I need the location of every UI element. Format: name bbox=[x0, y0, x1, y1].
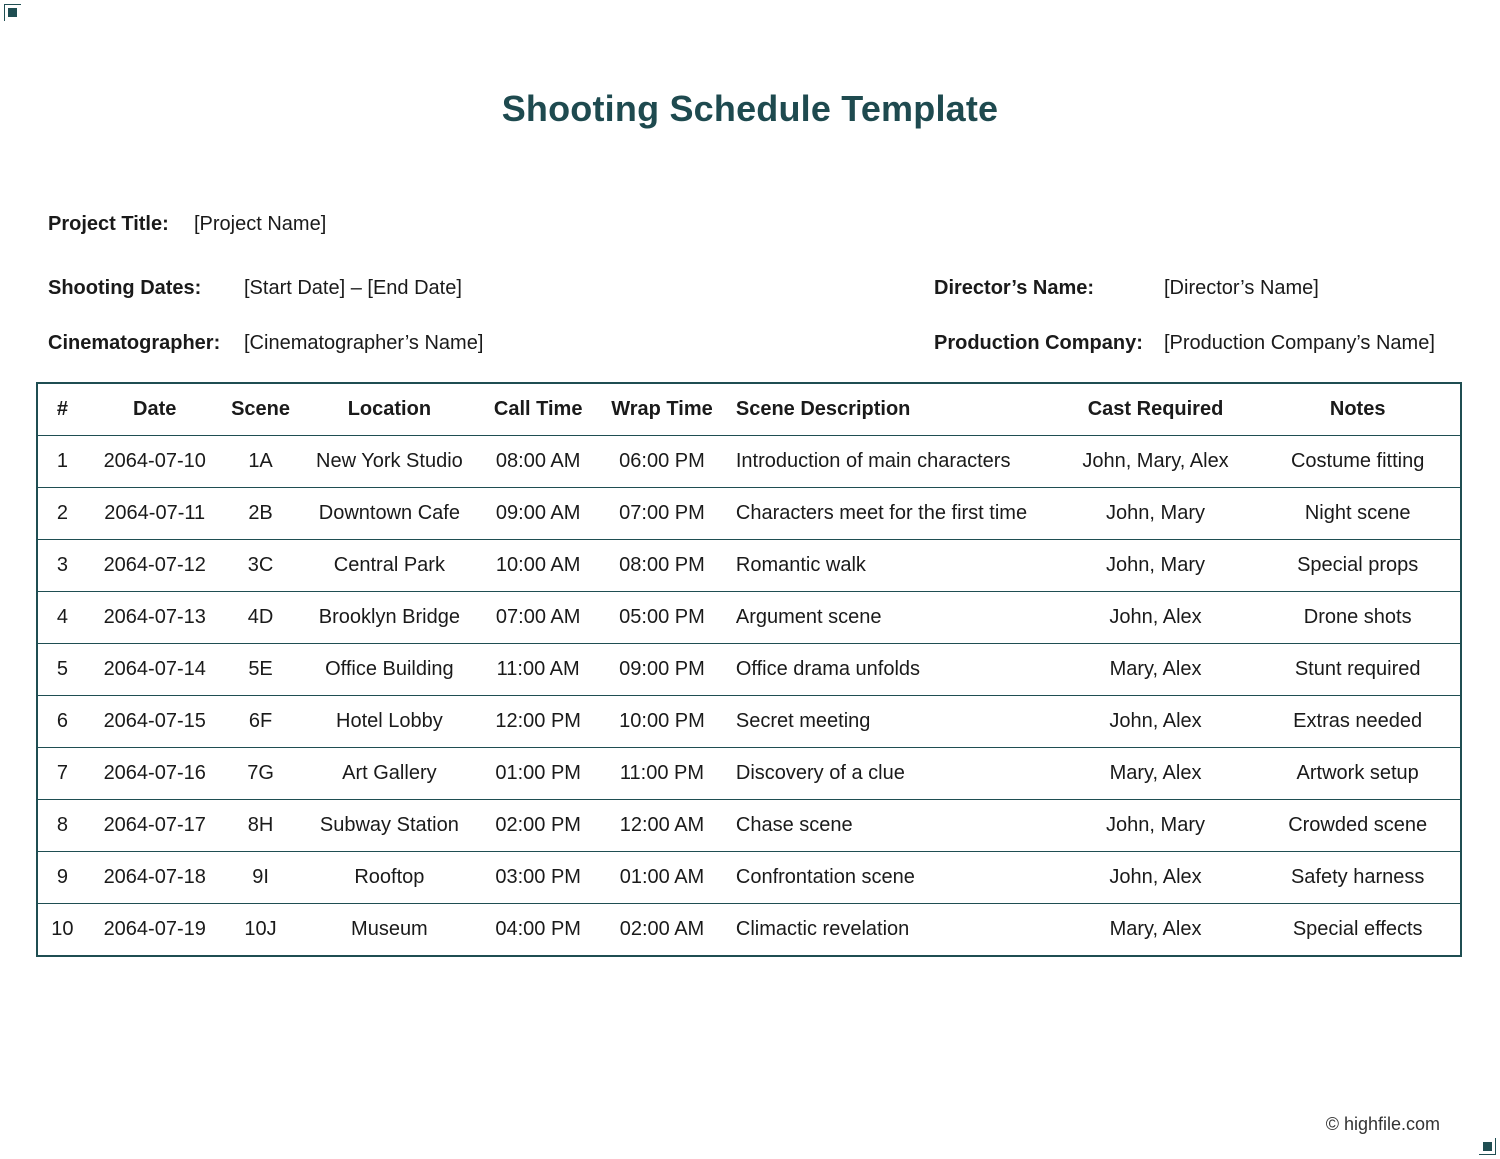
shooting-dates-field bbox=[48, 277, 548, 303]
cell-scene-description: Romantic walk bbox=[728, 540, 1056, 592]
cell-scene: 2B bbox=[223, 488, 299, 540]
cell-date: 2064-07-10 bbox=[87, 436, 223, 488]
cell-number: 3 bbox=[37, 540, 87, 592]
cell-wrap-time: 09:00 PM bbox=[596, 644, 728, 696]
director-label: Director’s Name: bbox=[934, 277, 1095, 299]
column-header-wrap-time: Wrap Time bbox=[596, 383, 728, 436]
cell-wrap-time: 06:00 PM bbox=[596, 436, 728, 488]
cell-location: New York Studio bbox=[299, 436, 481, 488]
cell-wrap-time: 10:00 PM bbox=[596, 696, 728, 748]
shooting-dates-label: Shooting Dates: bbox=[48, 277, 202, 299]
cell-number: 6 bbox=[37, 696, 87, 748]
cell-number: 8 bbox=[37, 800, 87, 852]
cell-scene: 4D bbox=[223, 592, 299, 644]
table-row bbox=[37, 488, 1461, 540]
cell-scene-description: Confrontation scene bbox=[728, 852, 1056, 904]
cell-cast-required: John, Mary bbox=[1056, 488, 1256, 540]
project-title-label: Project Title: bbox=[48, 213, 169, 235]
cell-location: Downtown Cafe bbox=[299, 488, 481, 540]
table-row bbox=[37, 748, 1461, 800]
project-title-field bbox=[48, 213, 448, 239]
project-title-value[interactable]: [Project Name] bbox=[194, 213, 327, 235]
table-row bbox=[37, 852, 1461, 904]
cell-number: 10 bbox=[51, 918, 74, 940]
column-header-scene-description: Scene Description bbox=[728, 383, 1056, 436]
cell-wrap-time: 02:00 AM bbox=[619, 918, 705, 940]
cell-scene-description: Introduction of main characters bbox=[728, 436, 1056, 488]
cell-call-time: 03:00 PM bbox=[480, 852, 596, 904]
cell-wrap-time: 12:00 AM bbox=[596, 800, 728, 852]
cell-location: Museum bbox=[351, 918, 428, 940]
column-header-cast-required: Cast Required bbox=[1056, 383, 1256, 436]
cell-location: Central Park bbox=[299, 540, 481, 592]
corner-mark-top-left bbox=[4, 4, 21, 21]
column-header-call-time: Call Time bbox=[480, 383, 596, 436]
cell-scene: 1A bbox=[223, 436, 299, 488]
cell-notes: Costume fitting bbox=[1255, 436, 1461, 488]
cell-call-time: 01:00 PM bbox=[480, 748, 596, 800]
cell-scene-description: Discovery of a clue bbox=[728, 748, 1056, 800]
cell-location: Brooklyn Bridge bbox=[299, 592, 481, 644]
shooting-dates-value[interactable]: [Start Date] – [End Date] bbox=[244, 277, 462, 299]
table-row bbox=[37, 904, 1461, 957]
cell-scene-description: Chase scene bbox=[728, 800, 1056, 852]
cell-cast-required: John, Mary bbox=[1056, 800, 1256, 852]
cell-scene-description: Office drama unfolds bbox=[728, 644, 1056, 696]
cell-scene: 5E bbox=[223, 644, 299, 696]
production-company-value[interactable]: [Production Company’s Name] bbox=[1164, 332, 1435, 354]
cell-notes: Artwork setup bbox=[1255, 748, 1461, 800]
column-header-number: # bbox=[37, 383, 87, 436]
cell-notes: Special effects bbox=[1292, 918, 1423, 940]
cell-scene: 9I bbox=[223, 852, 299, 904]
table-body bbox=[37, 436, 1461, 957]
cell-scene-description: Argument scene bbox=[728, 592, 1056, 644]
cell-call-time: 02:00 PM bbox=[480, 800, 596, 852]
cell-location: Subway Station bbox=[299, 800, 481, 852]
table-row bbox=[37, 592, 1461, 644]
cell-scene: 8H bbox=[223, 800, 299, 852]
cell-scene-description: Climactic revelation bbox=[735, 918, 910, 940]
cell-number: 9 bbox=[37, 852, 87, 904]
cell-notes: Crowded scene bbox=[1255, 800, 1461, 852]
cell-cast-required: John, Mary, Alex bbox=[1056, 436, 1256, 488]
page-title: Shooting Schedule Template bbox=[501, 88, 999, 129]
cell-location: Rooftop bbox=[299, 852, 481, 904]
column-header-notes: Notes bbox=[1255, 383, 1461, 436]
cell-number: 1 bbox=[37, 436, 87, 488]
cell-call-time: 07:00 AM bbox=[480, 592, 596, 644]
cell-date: 2064-07-19 bbox=[103, 918, 206, 940]
cell-wrap-time: 11:00 PM bbox=[596, 748, 728, 800]
cell-number: 2 bbox=[37, 488, 87, 540]
cell-cast-required: Mary, Alex bbox=[1056, 748, 1256, 800]
cell-location: Art Gallery bbox=[299, 748, 481, 800]
table-row bbox=[37, 696, 1461, 748]
production-company-field bbox=[934, 332, 1454, 358]
cell-cast-required: Mary, Alex bbox=[1056, 644, 1256, 696]
cell-number: 4 bbox=[37, 592, 87, 644]
table-header-row bbox=[37, 383, 1461, 436]
cell-date: 2064-07-18 bbox=[87, 852, 223, 904]
cell-wrap-time: 08:00 PM bbox=[596, 540, 728, 592]
cell-scene: 7G bbox=[223, 748, 299, 800]
cell-cast-required: John, Mary bbox=[1056, 540, 1256, 592]
cell-call-time: 04:00 PM bbox=[495, 918, 581, 940]
column-header-scene: Scene bbox=[223, 383, 299, 436]
table-row bbox=[37, 800, 1461, 852]
cell-date: 2064-07-15 bbox=[87, 696, 223, 748]
cell-number: 5 bbox=[37, 644, 87, 696]
cell-cast-required: John, Alex bbox=[1056, 592, 1256, 644]
cell-call-time: 09:00 AM bbox=[480, 488, 596, 540]
cell-scene-description: Secret meeting bbox=[728, 696, 1056, 748]
cell-wrap-time: 01:00 AM bbox=[596, 852, 728, 904]
production-company-label: Production Company: bbox=[934, 332, 1143, 354]
shooting-schedule-table bbox=[36, 382, 1462, 957]
director-value[interactable]: [Director’s Name] bbox=[1164, 277, 1319, 299]
cell-date: 2064-07-12 bbox=[87, 540, 223, 592]
cell-cast-required: Mary, Alex bbox=[1109, 918, 1202, 940]
cell-date: 2064-07-11 bbox=[87, 488, 223, 540]
cell-wrap-time: 05:00 PM bbox=[596, 592, 728, 644]
table-row bbox=[37, 644, 1461, 696]
table-row bbox=[37, 540, 1461, 592]
column-header-date: Date bbox=[87, 383, 223, 436]
column-header-location: Location bbox=[299, 383, 481, 436]
cell-cast-required: John, Alex bbox=[1056, 852, 1256, 904]
corner-mark-bottom-right bbox=[1479, 1138, 1496, 1155]
cinematographer-field bbox=[48, 332, 548, 358]
cell-notes: Drone shots bbox=[1255, 592, 1461, 644]
cell-scene: 10J bbox=[244, 918, 277, 940]
cell-notes: Special props bbox=[1255, 540, 1461, 592]
cell-notes: Extras needed bbox=[1255, 696, 1461, 748]
cell-cast-required: John, Alex bbox=[1056, 696, 1256, 748]
director-field bbox=[934, 277, 1454, 303]
cell-scene-description: Characters meet for the first time bbox=[728, 488, 1056, 540]
cell-notes: Safety harness bbox=[1255, 852, 1461, 904]
cell-date: 2064-07-17 bbox=[87, 800, 223, 852]
cell-notes: Night scene bbox=[1255, 488, 1461, 540]
cell-wrap-time: 07:00 PM bbox=[596, 488, 728, 540]
cell-scene: 3C bbox=[223, 540, 299, 592]
cinematographer-label: Cinematographer: bbox=[48, 332, 221, 354]
cell-notes: Stunt required bbox=[1255, 644, 1461, 696]
cell-date: 2064-07-13 bbox=[87, 592, 223, 644]
cell-call-time: 08:00 AM bbox=[480, 436, 596, 488]
cell-call-time: 11:00 AM bbox=[480, 644, 596, 696]
cell-date: 2064-07-14 bbox=[87, 644, 223, 696]
cell-location: Office Building bbox=[299, 644, 481, 696]
table-row bbox=[37, 436, 1461, 488]
cell-call-time: 10:00 AM bbox=[480, 540, 596, 592]
cinematographer-value[interactable]: [Cinematographer’s Name] bbox=[244, 332, 484, 354]
cell-number: 7 bbox=[37, 748, 87, 800]
cell-date: 2064-07-16 bbox=[87, 748, 223, 800]
cell-scene: 6F bbox=[223, 696, 299, 748]
cell-location: Hotel Lobby bbox=[299, 696, 481, 748]
copyright-footer: © highfile.com bbox=[1325, 1114, 1440, 1134]
cell-call-time: 12:00 PM bbox=[480, 696, 596, 748]
